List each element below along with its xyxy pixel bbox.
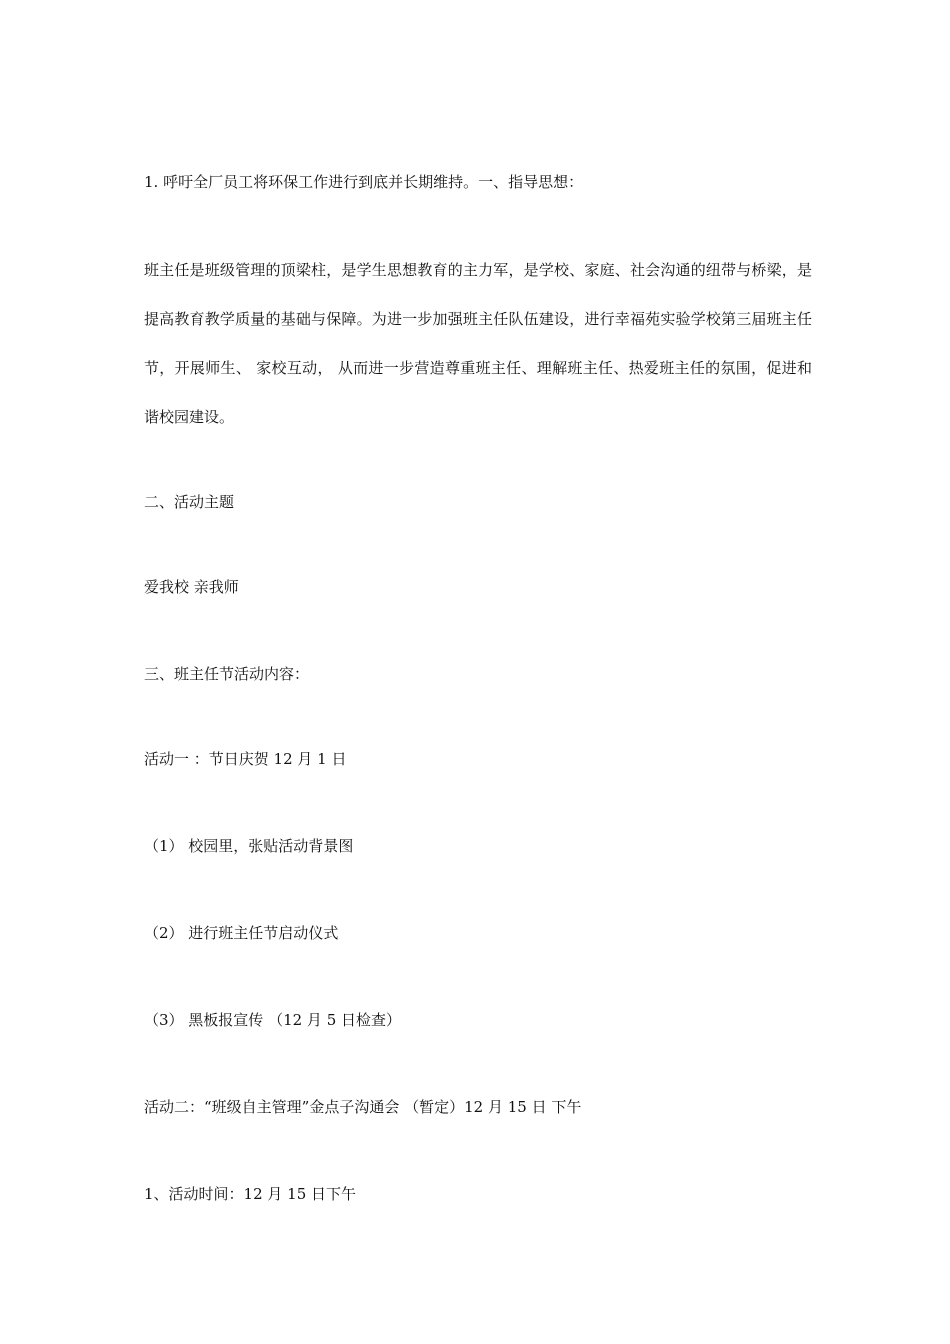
activity2-time: 1、活动时间：12 月 15 日下午 — [144, 1185, 357, 1203]
intro-line: 1. 呼吁全厂员工将环保工作进行到底并长期维持。一、指导思想： — [144, 173, 584, 191]
activity1-item: （3） 黑板报宣传 （12 月 5 日检查） — [144, 1011, 402, 1029]
section2-heading: 二、活动主题 — [144, 493, 235, 511]
activity1-item: （1） 校园里，张贴活动背景图 — [144, 837, 354, 855]
activity2-heading: 活动二：“班级自主管理”金点子沟通会 （暂定）12 月 15 日 下午 — [144, 1098, 582, 1116]
activity1-heading: 活动一 ：节日庆贺 12 月 1 日 — [144, 750, 347, 768]
section3-heading: 三、班主任节活动内容： — [144, 665, 310, 683]
theme-text: 爱我校 亲我师 — [144, 578, 239, 596]
guiding-paragraph: 班主任是班级管理的顶梁柱，是学生思想教育的主力军，是学校、家庭、社会沟通的纽带与桥梁，是提高教育教学质量的基础与保障。为进一步加强班主任队伍建设，进行幸福苑实验学校第三届班主任节，开展师生、 家校互动， 从而进一步营造尊重班主任、理解班主任、热爱班主任的氛围，促进和谐校园建设。 — [144, 261, 812, 426]
activity1-item: （2） 进行班主任节启动仪式 — [144, 924, 339, 942]
